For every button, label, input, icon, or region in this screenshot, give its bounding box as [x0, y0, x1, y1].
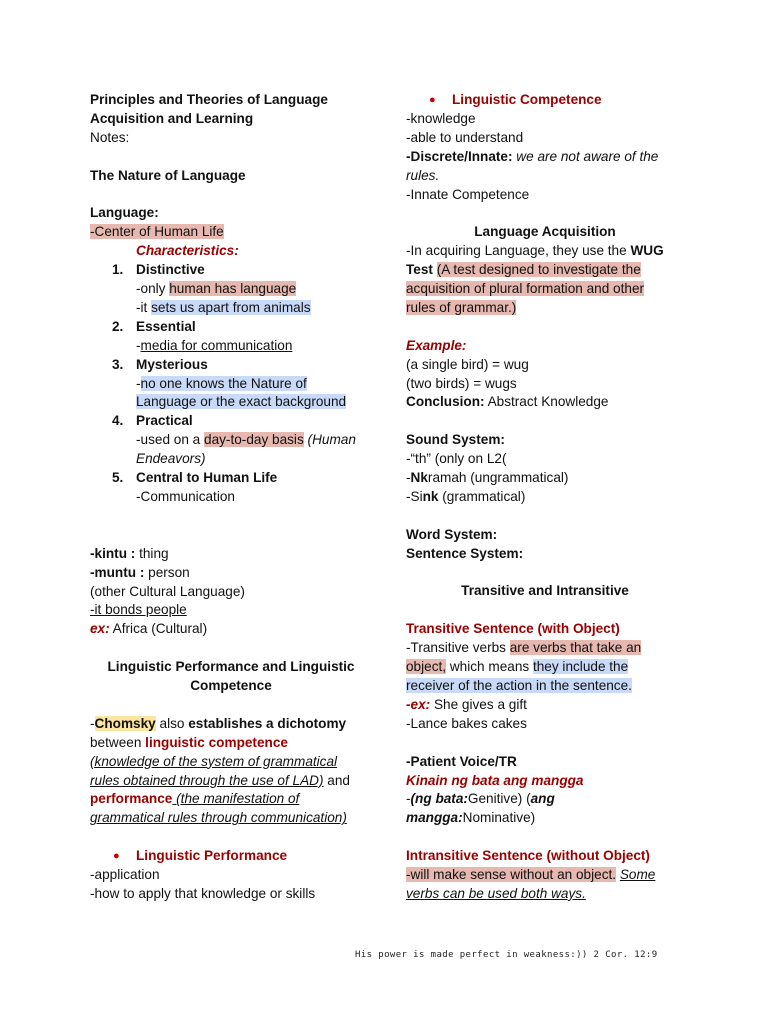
sound-system-label: Sound System:	[406, 432, 505, 448]
sentence-system-label: Sentence System:	[406, 545, 524, 561]
patient-voice-label: -Patient Voice/TR	[406, 753, 517, 769]
highlight: sets us apart from animals	[151, 299, 311, 315]
chomsky-highlight: Chomsky	[94, 715, 156, 731]
ti-heading: Transitive and Intransitive	[461, 583, 629, 599]
bullet-item: ● Linguistic Competence	[406, 91, 684, 110]
bullet-icon: ●	[429, 94, 436, 106]
bullet-icon: ●	[113, 850, 120, 863]
highlight: acquisition of plural formation and other	[406, 281, 645, 297]
lp-lc-heading: Linguistic Performance and Linguistic	[107, 659, 355, 675]
transitive-heading: Transitive Sentence (with Object)	[406, 621, 620, 637]
left-column: Principles and Theories of Language Acquisition and Learning Notes: The Nature of Language Language: -Center of Human Life Characteristics: 1. Distinctive -only human has language -it sets us apart from animals 2. Essential -media for communication 3. Mysterious -no one knows the Nature of Language or the exact background 4. Practical -used on a day-to-day basis (Human Endeavors) 5. Central to Human Life -Communication -kintu : thing -muntu : person (other Cultural Language) -it bonds people ex: Africa (Cultural) Linguistic Performance and Linguistic Competence -Chomsky also establishes a dichotomy between linguistic competence (knowledge of the system of grammatical rules obtained through the use of LAD) and performance (the manifestation of grammatical rules through communication) ● Linguistic Performance -application -how to apply that knowledge or skills	[90, 91, 372, 904]
highlight: -will make sense without an object.	[406, 867, 617, 883]
intransitive-heading: Intransitive Sentence (without Object)	[406, 848, 650, 864]
la-heading: Language Acquisition	[474, 224, 616, 240]
language-label: Language:	[90, 205, 159, 221]
highlight: they include the	[532, 659, 629, 675]
highlight: Language or the exact background	[136, 394, 347, 410]
highlight: receiver of the action in the sentence.	[406, 678, 632, 693]
notes-label: Notes:	[90, 129, 130, 145]
highlight: human has language	[169, 281, 297, 297]
list-item: 2. Essential	[112, 318, 196, 334]
example-label: Example:	[406, 337, 467, 353]
highlight: object,	[406, 659, 447, 675]
highlight: are verbs that take an	[509, 640, 642, 656]
center-human-life: -Center of Human Life	[90, 224, 224, 240]
list-item: 3. Mysterious	[112, 356, 208, 372]
highlight: no one knows the Nature of	[140, 375, 307, 391]
muntu-line: -muntu : person	[90, 564, 190, 580]
footer-verse: His power is made perfect in weakness:)) 2 Cor. 12:9	[355, 950, 658, 960]
bullet-item: ● Linguistic Performance	[90, 847, 372, 866]
list-item: 5. Central to Human Life	[112, 470, 278, 486]
word-system-label: Word System:	[406, 526, 498, 542]
doc-title-line2: Acquisition and Learning	[90, 110, 254, 126]
highlight: (A test designed to investigate the	[436, 262, 641, 278]
list-item: 4. Practical	[112, 413, 193, 429]
highlight: day-to-day basis	[204, 432, 304, 448]
kinain-sentence: Kinain ng bata ang mangga	[406, 772, 584, 788]
doc-title-line1: Principles and Theories of Language	[90, 92, 328, 107]
nature-heading: The Nature of Language	[90, 167, 246, 183]
highlight: rules of grammar.)	[406, 299, 517, 315]
list-item: 1. Distinctive	[112, 262, 205, 278]
kintu-line: -kintu : thing	[90, 545, 169, 561]
characteristics-label: Characteristics:	[136, 243, 239, 259]
right-column: ● Linguistic Competence -knowledge -able to understand -Discrete/Innate: we are not aware of the rules. -Innate Competence Language Acquisition -In acquiring Language, they use the WUG Test (A test designed to investigate the acquisition of plural formation and other rules of grammar.) Example: (a single bird) = wug (two birds) = wugs Conclusion: Abstract Knowledge Sound System: -“th” (only on L2( -Nkramah (ungrammatical) -Sink (grammatical) Word System: Sentence System: Transitive and Intransitive Transitive Sentence (with Object) -Transitive verbs are verbs that take an object, which means they include the receiver of the action in the sentence. -ex: She gives a gift -Lance bakes cakes -Patient Voice/TR Kinain ng bata ang mangga -(ng bata:Genitive) (ang mangga:Nominative) Intransitive Sentence (without Object) -will make sense without an object. Some verbs can be used both ways.	[406, 91, 684, 904]
